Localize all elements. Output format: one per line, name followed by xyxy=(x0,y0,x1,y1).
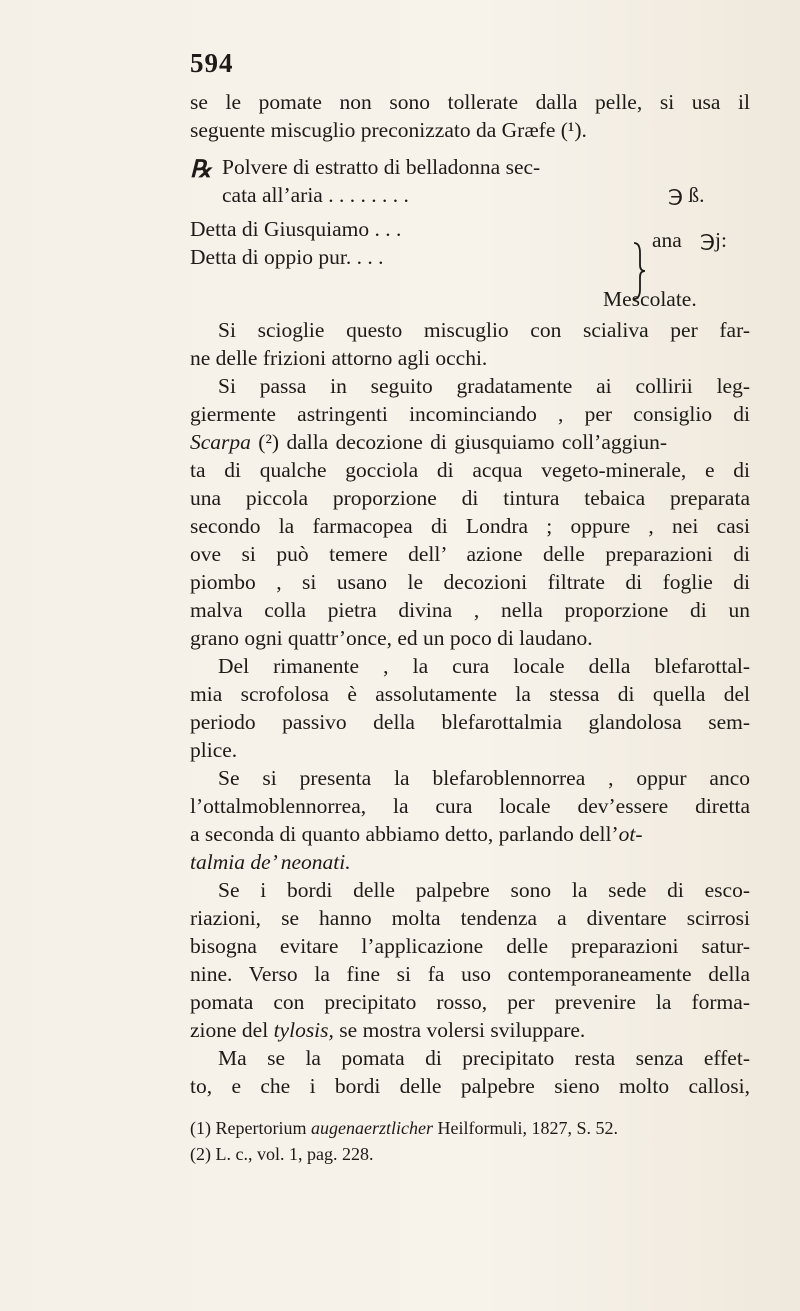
para2-line-3 xyxy=(190,430,750,455)
intro-line-1: se le pomate non sono tollerate dalla pelle, si usa il xyxy=(190,90,750,114)
page-number: 594 xyxy=(190,48,234,78)
para2-line-7: ove si può temere dell’ azione delle preparazioni di xyxy=(190,542,750,566)
para3-line-3: periodo passivo della blefarottalmia glandolosa sem- xyxy=(190,710,750,734)
footnote-1-mark: (1) xyxy=(190,1118,211,1138)
para5-line-6-a: zione del xyxy=(190,1018,269,1042)
para2-line-8: piombo , si usano le decozioni filtrate di foglie di xyxy=(190,570,750,594)
para4-line-4: talmia de’ neonati. xyxy=(190,850,351,874)
recipe-dose-2: ℈j: xyxy=(700,228,727,252)
para6-line-1: Ma se la pomata di precipitato resta senza effet- xyxy=(218,1046,750,1070)
para2-line-4: ta di qualche gocciola di acqua vegeto-minerale, e di xyxy=(190,458,750,482)
para5-line-2: riazioni, se hanno molta tendenza a diventare scirrosi xyxy=(190,906,750,930)
footnote-2-text: L. c., vol. 1, pag. 228. xyxy=(215,1144,374,1164)
para6-line-2: to, e che i bordi delle palpebre sieno molto callosi, xyxy=(190,1074,750,1098)
para3-line-1: Del rimanente , la cura locale della blefarottal- xyxy=(218,654,750,678)
footnote-1 xyxy=(190,1118,618,1139)
para4-line-2: l’ottalmoblennorrea, la cura locale dev’essere diretta xyxy=(190,794,750,818)
para2-line-3-text: dalla decozione di giusquiamo coll’aggiun- xyxy=(286,430,667,454)
recipe-symbol-icon: ℞ xyxy=(190,157,212,183)
intro-line-2: seguente miscuglio preconizzato da Græfe (¹). xyxy=(190,118,587,142)
para2-line-10: grano ogni quattr’once, ed un poco di laudano. xyxy=(190,626,593,650)
recipe-dose-1: ℈ ß. xyxy=(668,183,705,207)
para1-line-1: Si scioglie questo miscuglio con scialiva per far- xyxy=(218,318,750,342)
para2-line-2: giermente astringenti incominciando , per consiglio di xyxy=(190,402,750,426)
para5-line-4: nine. Verso la fine si fa uso contemporaneamente della xyxy=(190,962,750,986)
term-tylosis: tylosis, xyxy=(273,1018,334,1042)
para2-line-9: malva colla pietra divina , nella proporzione di un xyxy=(190,598,750,622)
footnote-2-mark: (2) xyxy=(190,1144,211,1164)
recipe-closing: Mescolate. xyxy=(603,287,697,311)
para1-line-2: ne delle frizioni attorno agli occhi. xyxy=(190,346,488,370)
author-scarpa: Scarpa xyxy=(190,430,251,454)
para3-line-4: plice. xyxy=(190,738,238,762)
para5-line-6-b: se mostra volersi sviluppare. xyxy=(339,1018,586,1042)
para5-line-6 xyxy=(190,1018,750,1043)
recipe-line-4: Detta di oppio pur. . . . xyxy=(190,245,384,269)
recipe-ana-label: ana xyxy=(652,228,682,252)
para2-line-5: una piccola proporzione di tintura tebaica preparata xyxy=(190,486,750,510)
para4-line-1: Se si presenta la blefaroblennorrea , oppur anco xyxy=(218,766,750,790)
footnote-1-text-pre: Repertorium xyxy=(215,1118,307,1138)
para3-line-2: mia scrofolosa è assolutamente la stessa di quella del xyxy=(190,682,750,706)
para5-line-1: Se i bordi delle palpebre sono la sede di esco- xyxy=(218,878,750,902)
para4-italic-tail: ot- xyxy=(618,822,643,846)
para5-line-3: bisogna evitare l’applicazione delle preparazioni satur- xyxy=(190,934,750,958)
para2-line-6: secondo la farmacopea di Londra ; oppure , nei casi xyxy=(190,514,750,538)
para4-line-3 xyxy=(190,822,750,847)
recipe-line-3: Detta di Giusquiamo . . . xyxy=(190,217,402,241)
para2-line-1: Si passa in seguito gradatamente ai collirii leg- xyxy=(218,374,750,398)
footnote-1-text-post: Heilformuli, 1827, S. 52. xyxy=(437,1118,618,1138)
footnote-1-text-italic: augenaerztlicher xyxy=(310,1118,433,1138)
recipe-line-1: Polvere di estratto di belladonna sec- xyxy=(222,155,541,179)
para5-line-5: pomata con precipitato rosso, per prevenire la forma- xyxy=(190,990,750,1014)
footnote-ref-2: (²) xyxy=(258,430,280,454)
footnote-2 xyxy=(190,1144,373,1165)
para4-line-3-text: a seconda di quanto abbiamo detto, parlando dell’ xyxy=(190,822,619,846)
recipe-line-2: cata all’aria . . . . . . . . xyxy=(222,183,409,207)
